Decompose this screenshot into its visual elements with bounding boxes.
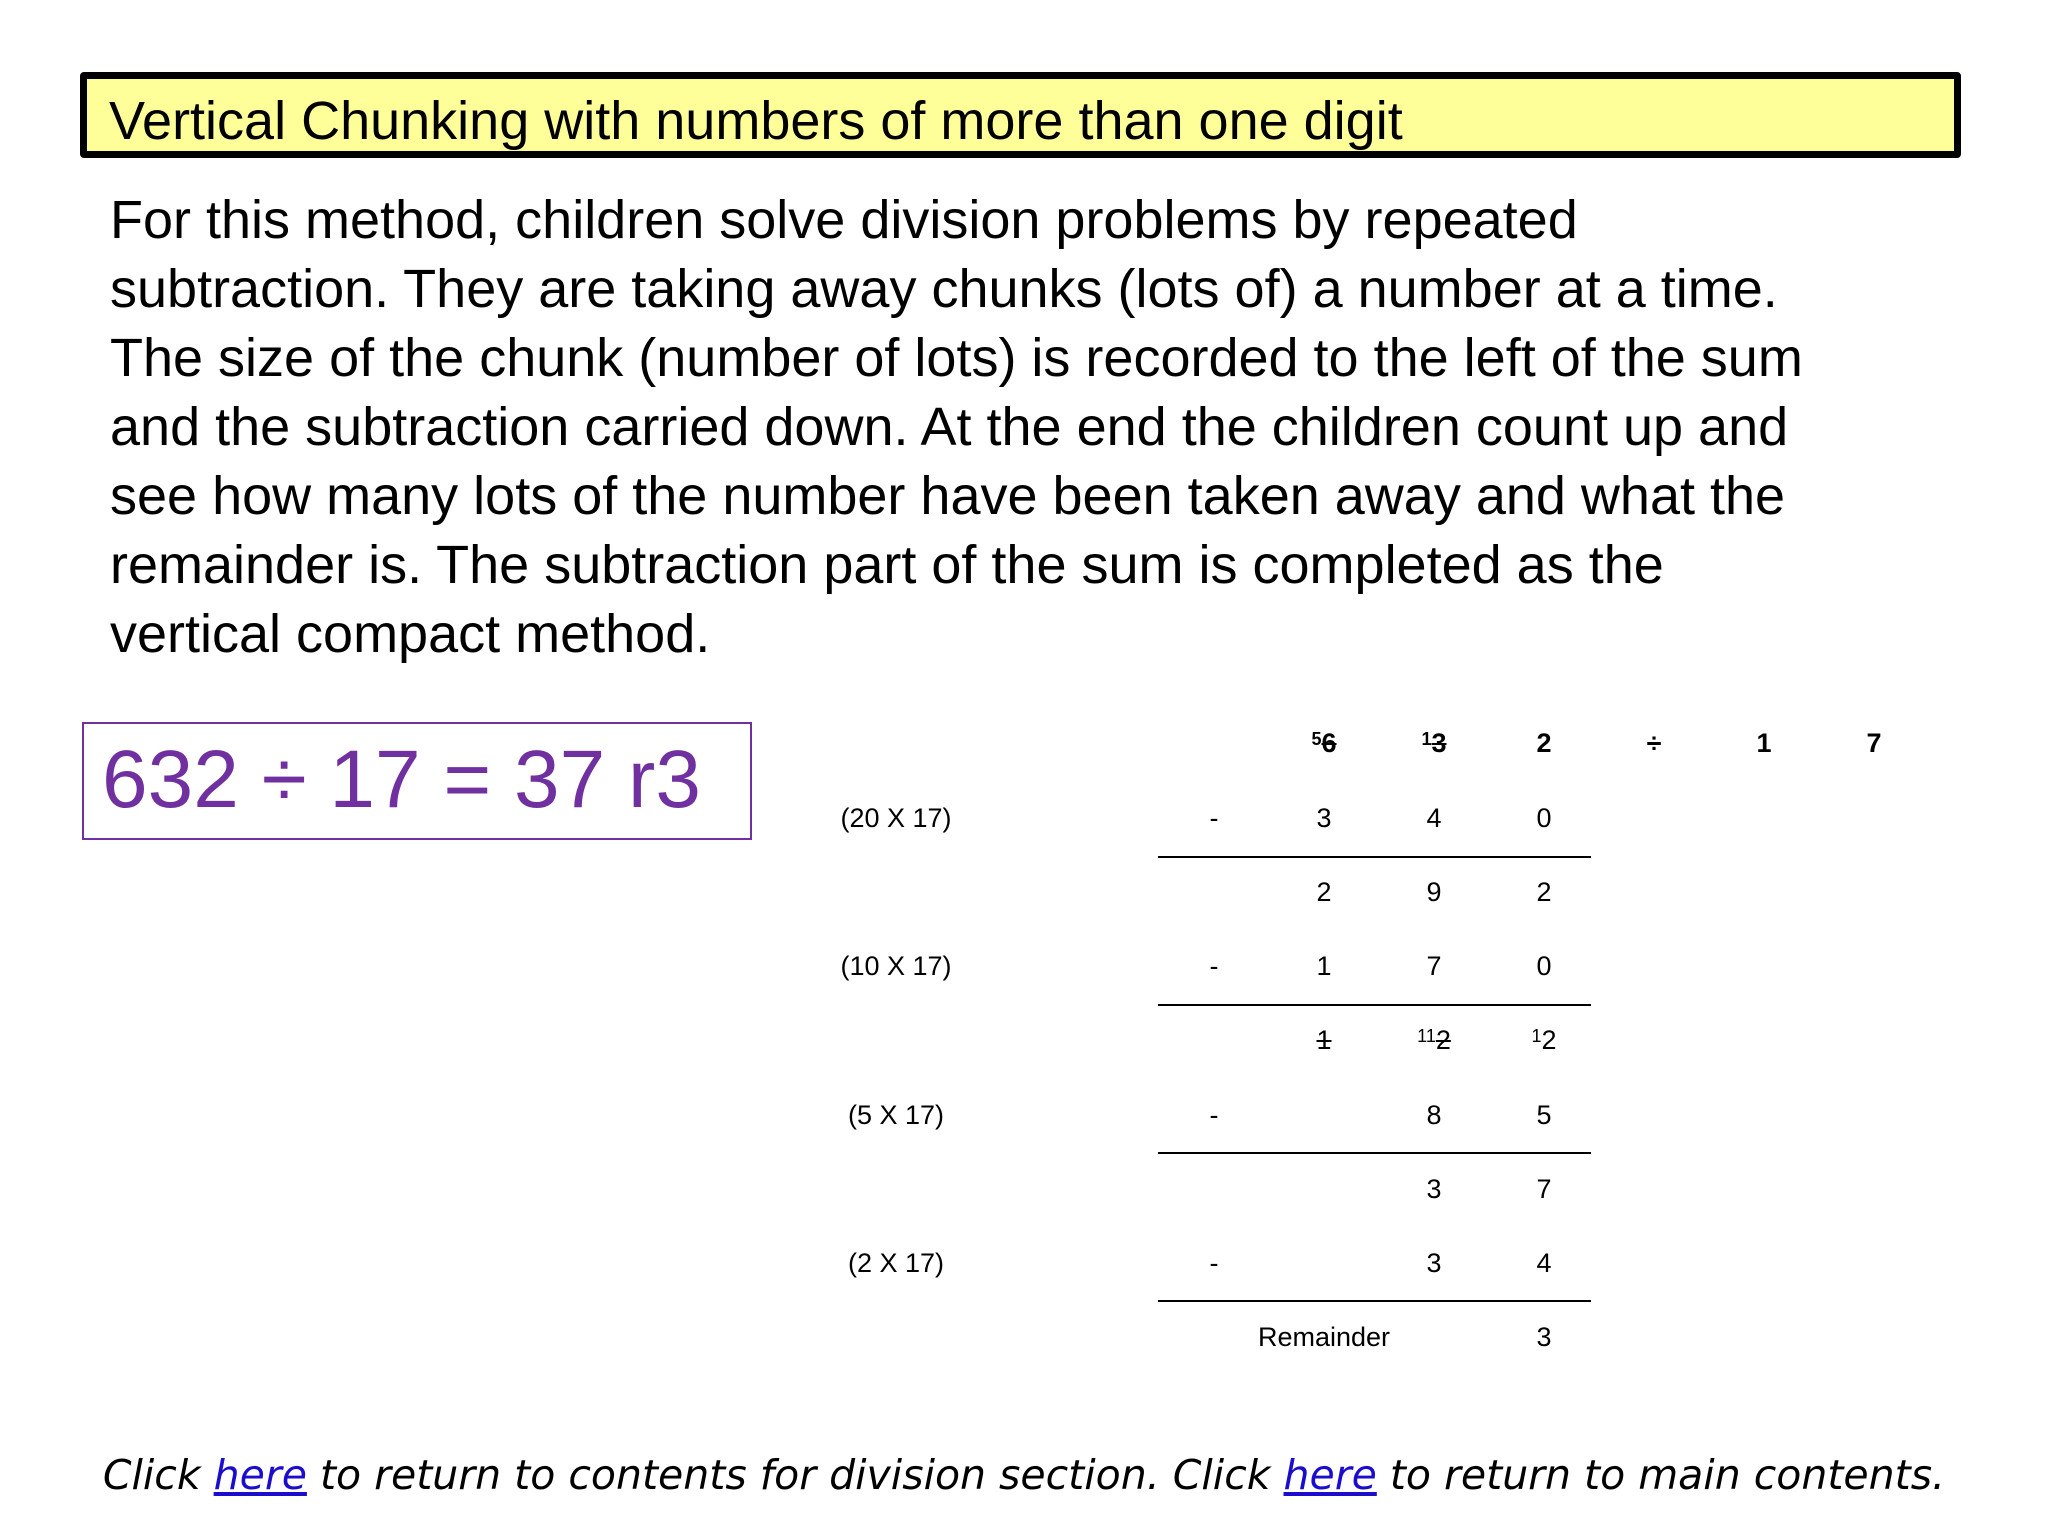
paragraph-line: The size of the chunk (number of lots) is recorded to the left of the sum xyxy=(110,328,1803,388)
digit: 2 xyxy=(1536,877,1552,907)
footer-text: Click xyxy=(102,1451,214,1499)
subtraction-rule xyxy=(1158,1152,1591,1154)
minus-sign: - xyxy=(1209,1100,1219,1130)
minus-sign: - xyxy=(1209,1248,1219,1278)
footer-text: to return to contents for division section. Click xyxy=(306,1451,1284,1499)
digit: 8 xyxy=(1426,1100,1442,1130)
footer-navigation xyxy=(0,1450,2048,1500)
paragraph-line: and the subtraction carried down. At the end the children count up and xyxy=(110,397,1789,457)
digit: 0 xyxy=(1536,803,1552,833)
main-contents-link[interactable]: here xyxy=(1283,1451,1377,1499)
digit: $^1$2 xyxy=(1531,1025,1557,1055)
digit: 7 xyxy=(1426,951,1442,981)
paragraph-line: remainder is. The subtraction part of the sum is completed as the xyxy=(110,535,1664,595)
digit: 1 xyxy=(1316,1025,1332,1055)
digit: 3 xyxy=(1426,1174,1442,1204)
paragraph-line: vertical compact method. xyxy=(110,604,711,664)
divisor-tens: 1 xyxy=(1756,728,1772,758)
chunk-label: (20 X 17) xyxy=(840,803,952,833)
division-contents-link[interactable]: here xyxy=(213,1451,307,1499)
digit: 9 xyxy=(1426,877,1442,907)
header-hundreds: $^5$6 xyxy=(1311,728,1337,758)
digit: 1 xyxy=(1316,951,1332,981)
digit: 3 xyxy=(1426,1248,1442,1278)
minus-sign: - xyxy=(1209,803,1219,833)
answer-equation: 632 ÷ 17 = 37 r3 xyxy=(102,734,701,825)
subtraction-rule xyxy=(1158,1004,1591,1006)
chunk-label: (2 X 17) xyxy=(847,1248,945,1278)
subtraction-rule xyxy=(1158,1300,1591,1302)
subtraction-rule xyxy=(1158,856,1591,858)
digit: 2 xyxy=(1316,877,1332,907)
header-tens: $^1$3 xyxy=(1421,728,1447,758)
answer-box xyxy=(82,722,752,840)
division-sign: ÷ xyxy=(1646,728,1662,758)
digit: 5 xyxy=(1536,1100,1552,1130)
chunk-label: (5 X 17) xyxy=(847,1100,945,1130)
digit: 3 xyxy=(1316,803,1332,833)
paragraph-line: For this method, children solve division problems by repeated xyxy=(110,190,1578,250)
digit: 4 xyxy=(1536,1248,1552,1278)
paragraph-line: see how many lots of the number have been taken away and what the xyxy=(110,466,1786,526)
footer-text: to return to main contents. xyxy=(1376,1451,1946,1499)
digit: $^{11}$2 xyxy=(1417,1025,1451,1055)
digit: 7 xyxy=(1536,1174,1552,1204)
minus-sign: - xyxy=(1209,951,1219,981)
title-box xyxy=(80,72,1961,158)
digit: 0 xyxy=(1536,951,1552,981)
remainder-label: Remainder xyxy=(1257,1322,1391,1352)
explanation-paragraph xyxy=(110,186,1960,669)
remainder-value: 3 xyxy=(1536,1322,1552,1352)
page-title: Vertical Chunking with numbers of more than one digit xyxy=(109,91,1403,151)
paragraph-line: subtraction. They are taking away chunks (lots of) a number at a time. xyxy=(110,259,1778,319)
chunk-label: (10 X 17) xyxy=(840,951,952,981)
digit: 4 xyxy=(1426,803,1442,833)
divisor-units: 7 xyxy=(1866,728,1882,758)
header-units: 2 xyxy=(1536,728,1552,758)
